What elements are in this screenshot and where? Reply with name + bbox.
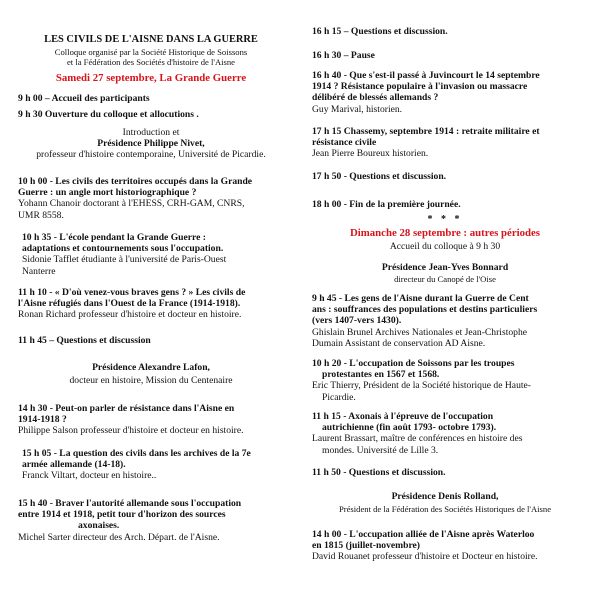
talk-14h30: [18, 403, 284, 437]
subtitle-line-1: Colloque organisé par la Société Historique de Soissons: [54, 47, 248, 57]
chair-4-role: Président de la Fédération des Sociétés Historiques de l'Aisne: [338, 504, 552, 514]
talk-speaker: Picardie.: [322, 391, 356, 403]
talk-10h20: [312, 358, 578, 403]
talk-15h40: [18, 498, 284, 543]
talk-10h35: [18, 232, 288, 277]
talk-9h45: [312, 293, 578, 349]
talk-title: (vers 1407-vers 1430).: [312, 315, 402, 327]
document-title: LES CIVILS DE L'AISNE DANS LA GUERRE: [44, 34, 258, 45]
talk-title: 11 h 15 - Axonais à l'épreuve de l'occupation: [312, 411, 494, 422]
talk-title: en 1815 (juillet-novembre): [312, 540, 420, 552]
subtitle-line-2: et la Fédération des Sociétés d'histoire de l'Aisne: [66, 57, 235, 67]
talk-title: 15 h 40 - Braver l'autorité allemande sous l'occupation: [18, 498, 242, 509]
talk-15h05: [18, 448, 288, 482]
day-2-welcome: Accueil du colloque à 9 h 30: [389, 241, 501, 252]
chair-2-role: docteur en histoire, Mission du Centenaire: [69, 375, 233, 386]
day-2-heading: Dimanche 28 septembre : autres périodes: [349, 227, 541, 239]
talk-title: 14 h 00 - L'occupation alliée de l'Aisne après Waterloo: [312, 529, 535, 540]
talk-title: 15 h 05 - La question des civils dans les archives de la 7e: [22, 448, 251, 459]
talk-title: 14 h 30 - Peut-on parler de résistance dans l'Aisne en: [18, 403, 235, 414]
day-1-heading: Samedi 27 septembre, La Grande Guerre: [55, 72, 247, 84]
talk-title: 16 h 40 - Que s'est-il passé à Juvincourt le 14 septembre: [312, 70, 540, 81]
talk-title: 11 h 10 - « D'où venez-vous braves gens ? » Les civils de: [18, 287, 246, 298]
talk-title: délibéré de blessés allemands ?: [312, 92, 439, 104]
talk-title: résistance civile: [312, 137, 377, 149]
talk-speaker: Guy Marival, historien.: [312, 103, 403, 115]
talk-17h15: [312, 126, 578, 160]
chair-2-name: Présidence Alexandre Lafon,: [92, 362, 210, 373]
talk-speaker: UMR 8558.: [18, 209, 64, 221]
talk-14h00: [312, 529, 578, 563]
session-questions-1: 11 h 45 – Questions et discussion: [18, 335, 151, 346]
session-welcome: 9 h 00 – Accueil des participants: [18, 93, 150, 104]
talk-title: 1914-1918 ?: [18, 414, 67, 426]
talk-title: armée allemande (14-18).: [22, 459, 126, 471]
session-questions-3: 17 h 50 - Questions et discussion.: [312, 171, 447, 182]
talk-speaker: Jean Pierre Boureux historien.: [312, 148, 429, 160]
session-opening: 9 h 30 Ouverture du colloque et allocutions .: [18, 109, 199, 120]
talk-title: l'Aisne réfugiés dans l'Ouest de la France (1914-1918).: [18, 298, 241, 310]
talk-speaker: Franck Viltart, docteur en histoire..: [22, 470, 157, 482]
chair-1-role: professeur d'histoire contemporaine, Université de Picardie.: [36, 149, 266, 160]
talk-11h15: [312, 411, 578, 456]
talk-title: 10 h 35 - L'école pendant la Grande Guerre :: [22, 232, 206, 243]
talk-16h40: [312, 70, 578, 115]
intro-label: Introduction et: [122, 127, 180, 138]
talk-10h00: [18, 176, 284, 221]
talk-title: Guerre : un angle mort historiographique ?: [18, 187, 197, 199]
chair-3-name: Présidence Jean-Yves Bonnard: [381, 262, 509, 273]
session-questions-4: 11 h 50 - Questions et discussion.: [312, 467, 446, 478]
chair-3-role: directeur du Canopé de l'Oise: [394, 274, 496, 284]
talk-title: protestantes en 1567 et 1568.: [322, 369, 440, 381]
talk-speaker: Nanterre: [22, 265, 56, 277]
talk-title: 10 h 00 - Les civils des territoires occupés dans la Grande: [18, 176, 253, 187]
session-break: 16 h 30 – Pause: [312, 50, 375, 61]
talk-title: 10 h 20 - L'occupation de Soissons par les troupes: [312, 358, 515, 369]
session-questions-2: 16 h 15 – Questions et discussion.: [312, 26, 448, 37]
talk-11h10: [18, 287, 284, 321]
talk-speaker: David Rouanet professeur d'histoire et Docteur en histoire.: [312, 551, 538, 563]
talk-speaker: Philippe Salson professeur d'histoire et docteur en histoire.: [18, 425, 244, 437]
talk-speaker: Laurent Brassart, maître de conférences en histoire des: [312, 433, 523, 445]
talk-title: entre 1914 et 1918, petit tour d'horizon des sources: [18, 509, 226, 521]
talk-title: 17 h 15 Chassemy, septembre 1914 : retraite militaire et: [312, 126, 540, 137]
talk-title: ans : souffrances des populations et destins particuliers: [312, 304, 538, 316]
talk-speaker: Yohann Chanoir doctorant à l'EHESS, CRH-GAM, CNRS,: [18, 198, 245, 210]
talk-speaker: Sidonie Tafflet étudiante à l'université de Paris-Ouest: [22, 254, 227, 266]
talk-speaker: Michel Sarter directeur des Arch. Départ. de l'Aisne.: [18, 531, 220, 543]
talk-title: axonaises.: [78, 520, 120, 532]
session-end-day-1: 18 h 00 - Fin de la première journée.: [312, 199, 461, 210]
talk-title: 1914 ? Résistance populaire à l'invasion ou massacre: [312, 81, 528, 93]
talk-title: 9 h 45 - Les gens de l'Aisne durant la Guerre de Cent: [312, 293, 529, 304]
chair-1-name: Présidence Philippe Nivet,: [97, 138, 205, 149]
talk-speaker: Eric Thierry, Président de la Société historique de Haute-: [312, 380, 531, 392]
talk-speaker: Dumain Assistant de conservation AD Aisne.: [312, 337, 486, 349]
chair-4-name: Présidence Denis Rolland,: [391, 491, 499, 502]
section-separator: * * *: [427, 214, 463, 225]
talk-title: adaptations et contournements sous l'occupation.: [22, 243, 224, 255]
talk-speaker: mondes. Université de Lille 3.: [322, 444, 439, 456]
talk-speaker: Ronan Richard professeur d'histoire et docteur en histoire.: [18, 309, 242, 321]
talk-speaker: Ghislain Brunel Archives Nationales et Jean-Christophe: [312, 326, 528, 338]
talk-title: autrichienne (fin août 1793- octobre 1793).: [322, 422, 497, 434]
